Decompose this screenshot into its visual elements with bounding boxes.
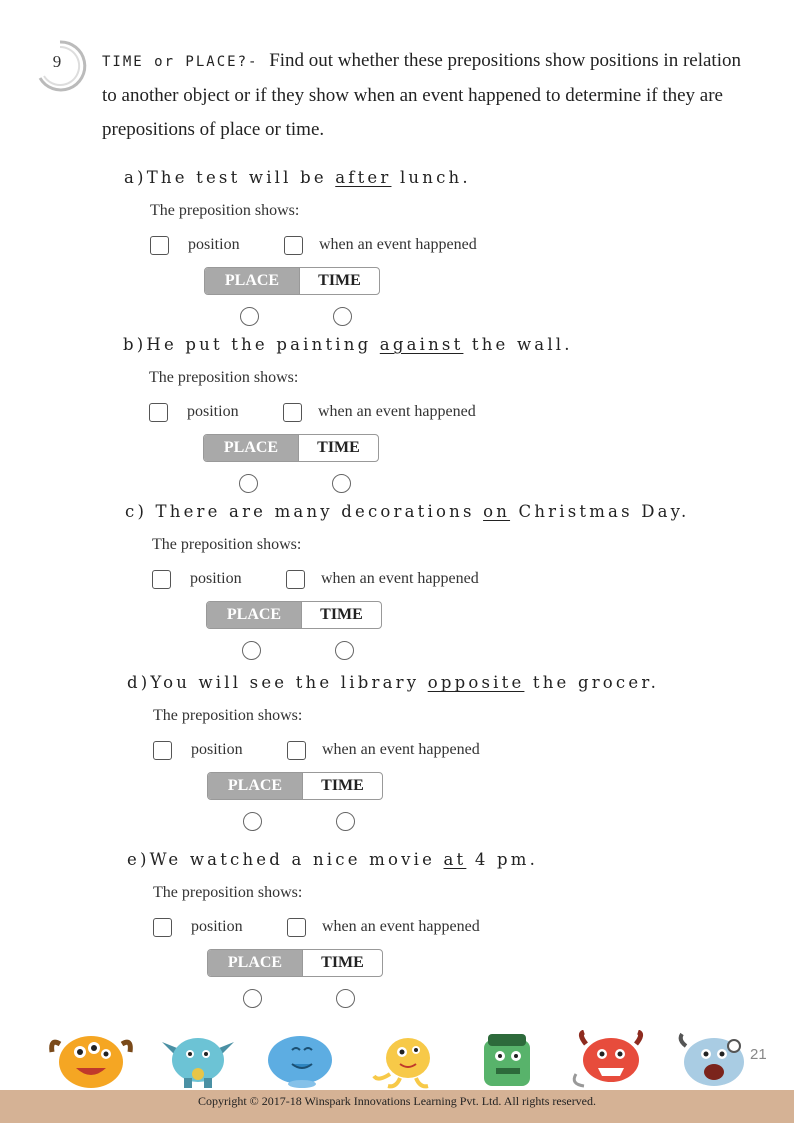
exercise-title: TIME or PLACE?- bbox=[102, 54, 259, 70]
position-label: position bbox=[188, 236, 240, 253]
event-checkbox[interactable] bbox=[287, 918, 306, 937]
question-d bbox=[0, 673, 794, 843]
question-a bbox=[0, 168, 794, 338]
event-checkbox[interactable] bbox=[287, 741, 306, 760]
place-button[interactable]: PLACE bbox=[204, 435, 298, 461]
place-time-toggle bbox=[204, 267, 380, 295]
yellow-tentacle-monster-icon bbox=[370, 1030, 440, 1090]
prompt-text: The preposition shows: bbox=[152, 536, 302, 553]
sentence-after: Christmas Day. bbox=[518, 502, 690, 521]
question-c bbox=[0, 502, 794, 672]
place-radio[interactable] bbox=[239, 474, 258, 493]
time-radio[interactable] bbox=[336, 812, 355, 831]
place-radio[interactable] bbox=[242, 641, 261, 660]
time-radio[interactable] bbox=[335, 641, 354, 660]
preposition: against bbox=[379, 335, 464, 354]
place-radio[interactable] bbox=[243, 812, 262, 831]
event-label: when an event happened bbox=[319, 236, 477, 253]
question-label: e) bbox=[127, 850, 150, 869]
green-square-monster-icon bbox=[476, 1030, 542, 1090]
time-button[interactable]: TIME bbox=[302, 950, 382, 976]
position-checkbox[interactable] bbox=[153, 918, 172, 937]
time-radio[interactable] bbox=[332, 474, 351, 493]
place-radio[interactable] bbox=[240, 307, 259, 326]
copyright-text: Copyright © 2017-18 Winspark Innovations Learning Pvt. Ltd. All rights reserved. bbox=[197, 1094, 597, 1108]
prompt-text: The preposition shows: bbox=[153, 707, 303, 724]
sentence-before: You will see the library bbox=[150, 673, 420, 692]
footer-band bbox=[0, 1090, 794, 1123]
time-radio[interactable] bbox=[336, 989, 355, 1008]
question-label: c) bbox=[125, 502, 148, 521]
event-label: when an event happened bbox=[322, 918, 480, 935]
sentence-before: The test will be bbox=[146, 168, 327, 187]
question-b bbox=[0, 335, 794, 505]
prompt-text: The preposition shows: bbox=[153, 884, 303, 901]
event-label: when an event happened bbox=[321, 570, 479, 587]
position-label: position bbox=[191, 918, 243, 935]
event-checkbox[interactable] bbox=[286, 570, 305, 589]
sentence-after: lunch. bbox=[399, 168, 471, 187]
question-label: a) bbox=[124, 168, 147, 187]
sentence-before: We watched a nice movie bbox=[149, 850, 436, 869]
blue-horned-monster-icon bbox=[158, 1030, 238, 1090]
mascot-strip bbox=[0, 1030, 794, 1092]
place-button[interactable]: PLACE bbox=[207, 602, 301, 628]
place-button[interactable]: PLACE bbox=[205, 268, 299, 294]
position-checkbox[interactable] bbox=[152, 570, 171, 589]
instructions-text: Find out whether these prepositions show positions in relation to another object or if they show when an event happened to determine if they are prepositions of place or time. bbox=[102, 50, 741, 140]
prompt-text: The preposition shows: bbox=[150, 202, 300, 219]
instructions bbox=[102, 44, 742, 147]
position-checkbox[interactable] bbox=[149, 403, 168, 422]
position-checkbox[interactable] bbox=[150, 236, 169, 255]
sentence-after: 4 pm. bbox=[474, 850, 539, 869]
place-button[interactable]: PLACE bbox=[208, 950, 302, 976]
place-button[interactable]: PLACE bbox=[208, 773, 302, 799]
exercise-number-badge bbox=[32, 38, 88, 94]
place-time-toggle bbox=[203, 434, 379, 462]
place-radio[interactable] bbox=[243, 989, 262, 1008]
place-time-toggle bbox=[206, 601, 382, 629]
blue-blob-monster-icon bbox=[262, 1030, 342, 1090]
time-radio[interactable] bbox=[333, 307, 352, 326]
position-label: position bbox=[187, 403, 239, 420]
pale-blue-furry-monster-icon bbox=[676, 1030, 752, 1090]
time-button[interactable]: TIME bbox=[301, 602, 381, 628]
event-label: when an event happened bbox=[322, 741, 480, 758]
position-label: position bbox=[191, 741, 243, 758]
sentence-before: There are many decorations bbox=[155, 502, 475, 521]
page-number: 21 bbox=[750, 1046, 767, 1063]
preposition: after bbox=[335, 168, 392, 187]
event-checkbox[interactable] bbox=[284, 236, 303, 255]
event-checkbox[interactable] bbox=[283, 403, 302, 422]
sentence-after: the wall. bbox=[471, 335, 573, 354]
prompt-text: The preposition shows: bbox=[149, 369, 299, 386]
time-button[interactable]: TIME bbox=[298, 435, 378, 461]
preposition: opposite bbox=[427, 673, 525, 692]
exercise-number: 9 bbox=[52, 52, 62, 71]
sentence-before: He put the painting bbox=[146, 335, 372, 354]
time-button[interactable]: TIME bbox=[299, 268, 379, 294]
question-e bbox=[0, 850, 794, 1020]
preposition: on bbox=[483, 502, 511, 521]
position-label: position bbox=[190, 570, 242, 587]
preposition: at bbox=[443, 850, 467, 869]
orange-monster-icon bbox=[46, 1030, 136, 1090]
place-time-toggle bbox=[207, 772, 383, 800]
time-button[interactable]: TIME bbox=[302, 773, 382, 799]
place-time-toggle bbox=[207, 949, 383, 977]
sentence-after: the grocer. bbox=[532, 673, 660, 692]
question-label: b) bbox=[123, 335, 147, 354]
red-horned-monster-icon bbox=[570, 1030, 652, 1090]
question-label: d) bbox=[127, 673, 151, 692]
position-checkbox[interactable] bbox=[153, 741, 172, 760]
event-label: when an event happened bbox=[318, 403, 476, 420]
